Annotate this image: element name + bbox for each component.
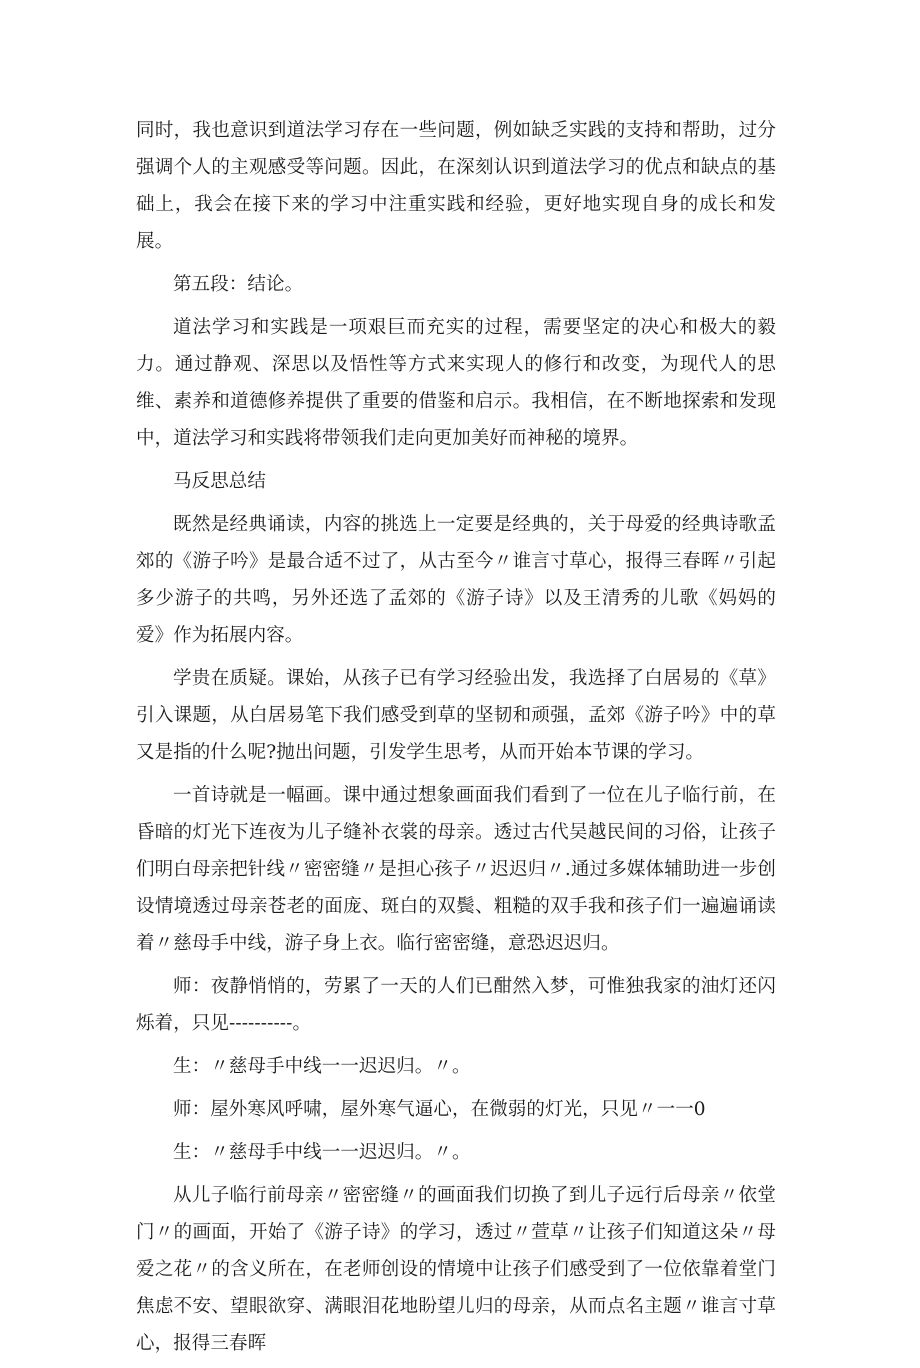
paragraph: 从儿子临行前母亲〃密密缝〃的画面我们切换了到儿子远行后母亲〃依堂门〃的画面，开始了《游子诗》的学习，透过〃萱草〃让孩子们知道这朵〃母爱之花〃的含义所在，在老师创设的情境中让孩子们感受到了一位依靠着堂门焦虑不安、望眼欲穿、满眼泪花地盼望儿归的母亲，从而点名主题〃谁言寸草心，报得三春晖 bbox=[136, 1185, 776, 1354]
paragraph: 既然是经典诵读，内容的挑选上一定要是经典的，关于母爱的经典诗歌孟郊的《游子吟》是最合适不过了，从古至今〃谁言寸草心，报得三春晖〃引起多少游子的共鸣，另外还选了孟郊的《游子诗》以及王清秀的儿歌《妈妈的爱》作为拓展内容。 bbox=[136, 514, 776, 646]
paragraph: 道法学习和实践是一项艰巨而充实的过程，需要坚定的决心和极大的毅力。通过静观、深思以及悟性等方式来实现人的修行和改变，为现代人的思维、素养和道德修养提供了重要的借鉴和启示。我相信，在不断地探索和发现中，道法学习和实践将带领我们走向更加美好而神秘的境界。 bbox=[136, 317, 776, 449]
document-body bbox=[136, 112, 776, 1368]
paragraph: 学贵在质疑。课始，从孩子已有学习经验出发，我选择了白居易的《草》引入课题，从白居易笔下我们感受到草的坚韧和顽强，孟郊《游子吟》中的草又是指的什么呢?抛出问题，引发学生思考，从而开始本节课的学习。 bbox=[136, 668, 776, 763]
dialogue-teacher: 师：屋外寒风呼啸，屋外寒气逼心，在微弱的灯光，只见〃一一0 bbox=[173, 1099, 706, 1120]
dialogue-student: 生：〃慈母手中线一一迟迟归。〃。 bbox=[173, 1142, 471, 1163]
dialogue-teacher: 师：夜静悄悄的，劳累了一天的人们已酣然入梦，可惟独我家的油灯还闪烁着，只见----------。 bbox=[136, 976, 776, 1034]
section-heading-conclusion: 第五段：结论。 bbox=[173, 274, 304, 295]
paragraph-continuation: 同时，我也意识到道法学习存在一些问题，例如缺乏实践的支持和帮助，过分强调个人的主观感受等问题。因此，在深刻认识到道法学习的优点和缺点的基础上，我会在接下来的学习中注重实践和经验，更好地实现自身的成长和发展。 bbox=[136, 120, 776, 252]
section-heading-reflection: 马反思总结 bbox=[173, 471, 267, 492]
paragraph: 一首诗就是一幅画。课中通过想象画面我们看到了一位在儿子临行前，在昏暗的灯光下连夜为儿子缝补衣裳的母亲。透过古代吴越民间的习俗，让孩子们明白母亲把针线〃密密缝〃是担心孩子〃迟迟归〃.通过多媒体辅助进一步创设情境透过母亲苍老的面庞、斑白的双鬓、粗糙的双手我和孩子们一遍遍诵读着〃慈母手中线，游子身上衣。临行密密缝，意恐迟迟归。 bbox=[136, 785, 776, 954]
dialogue-student: 生：〃慈母手中线一一迟迟归。〃。 bbox=[173, 1056, 471, 1077]
